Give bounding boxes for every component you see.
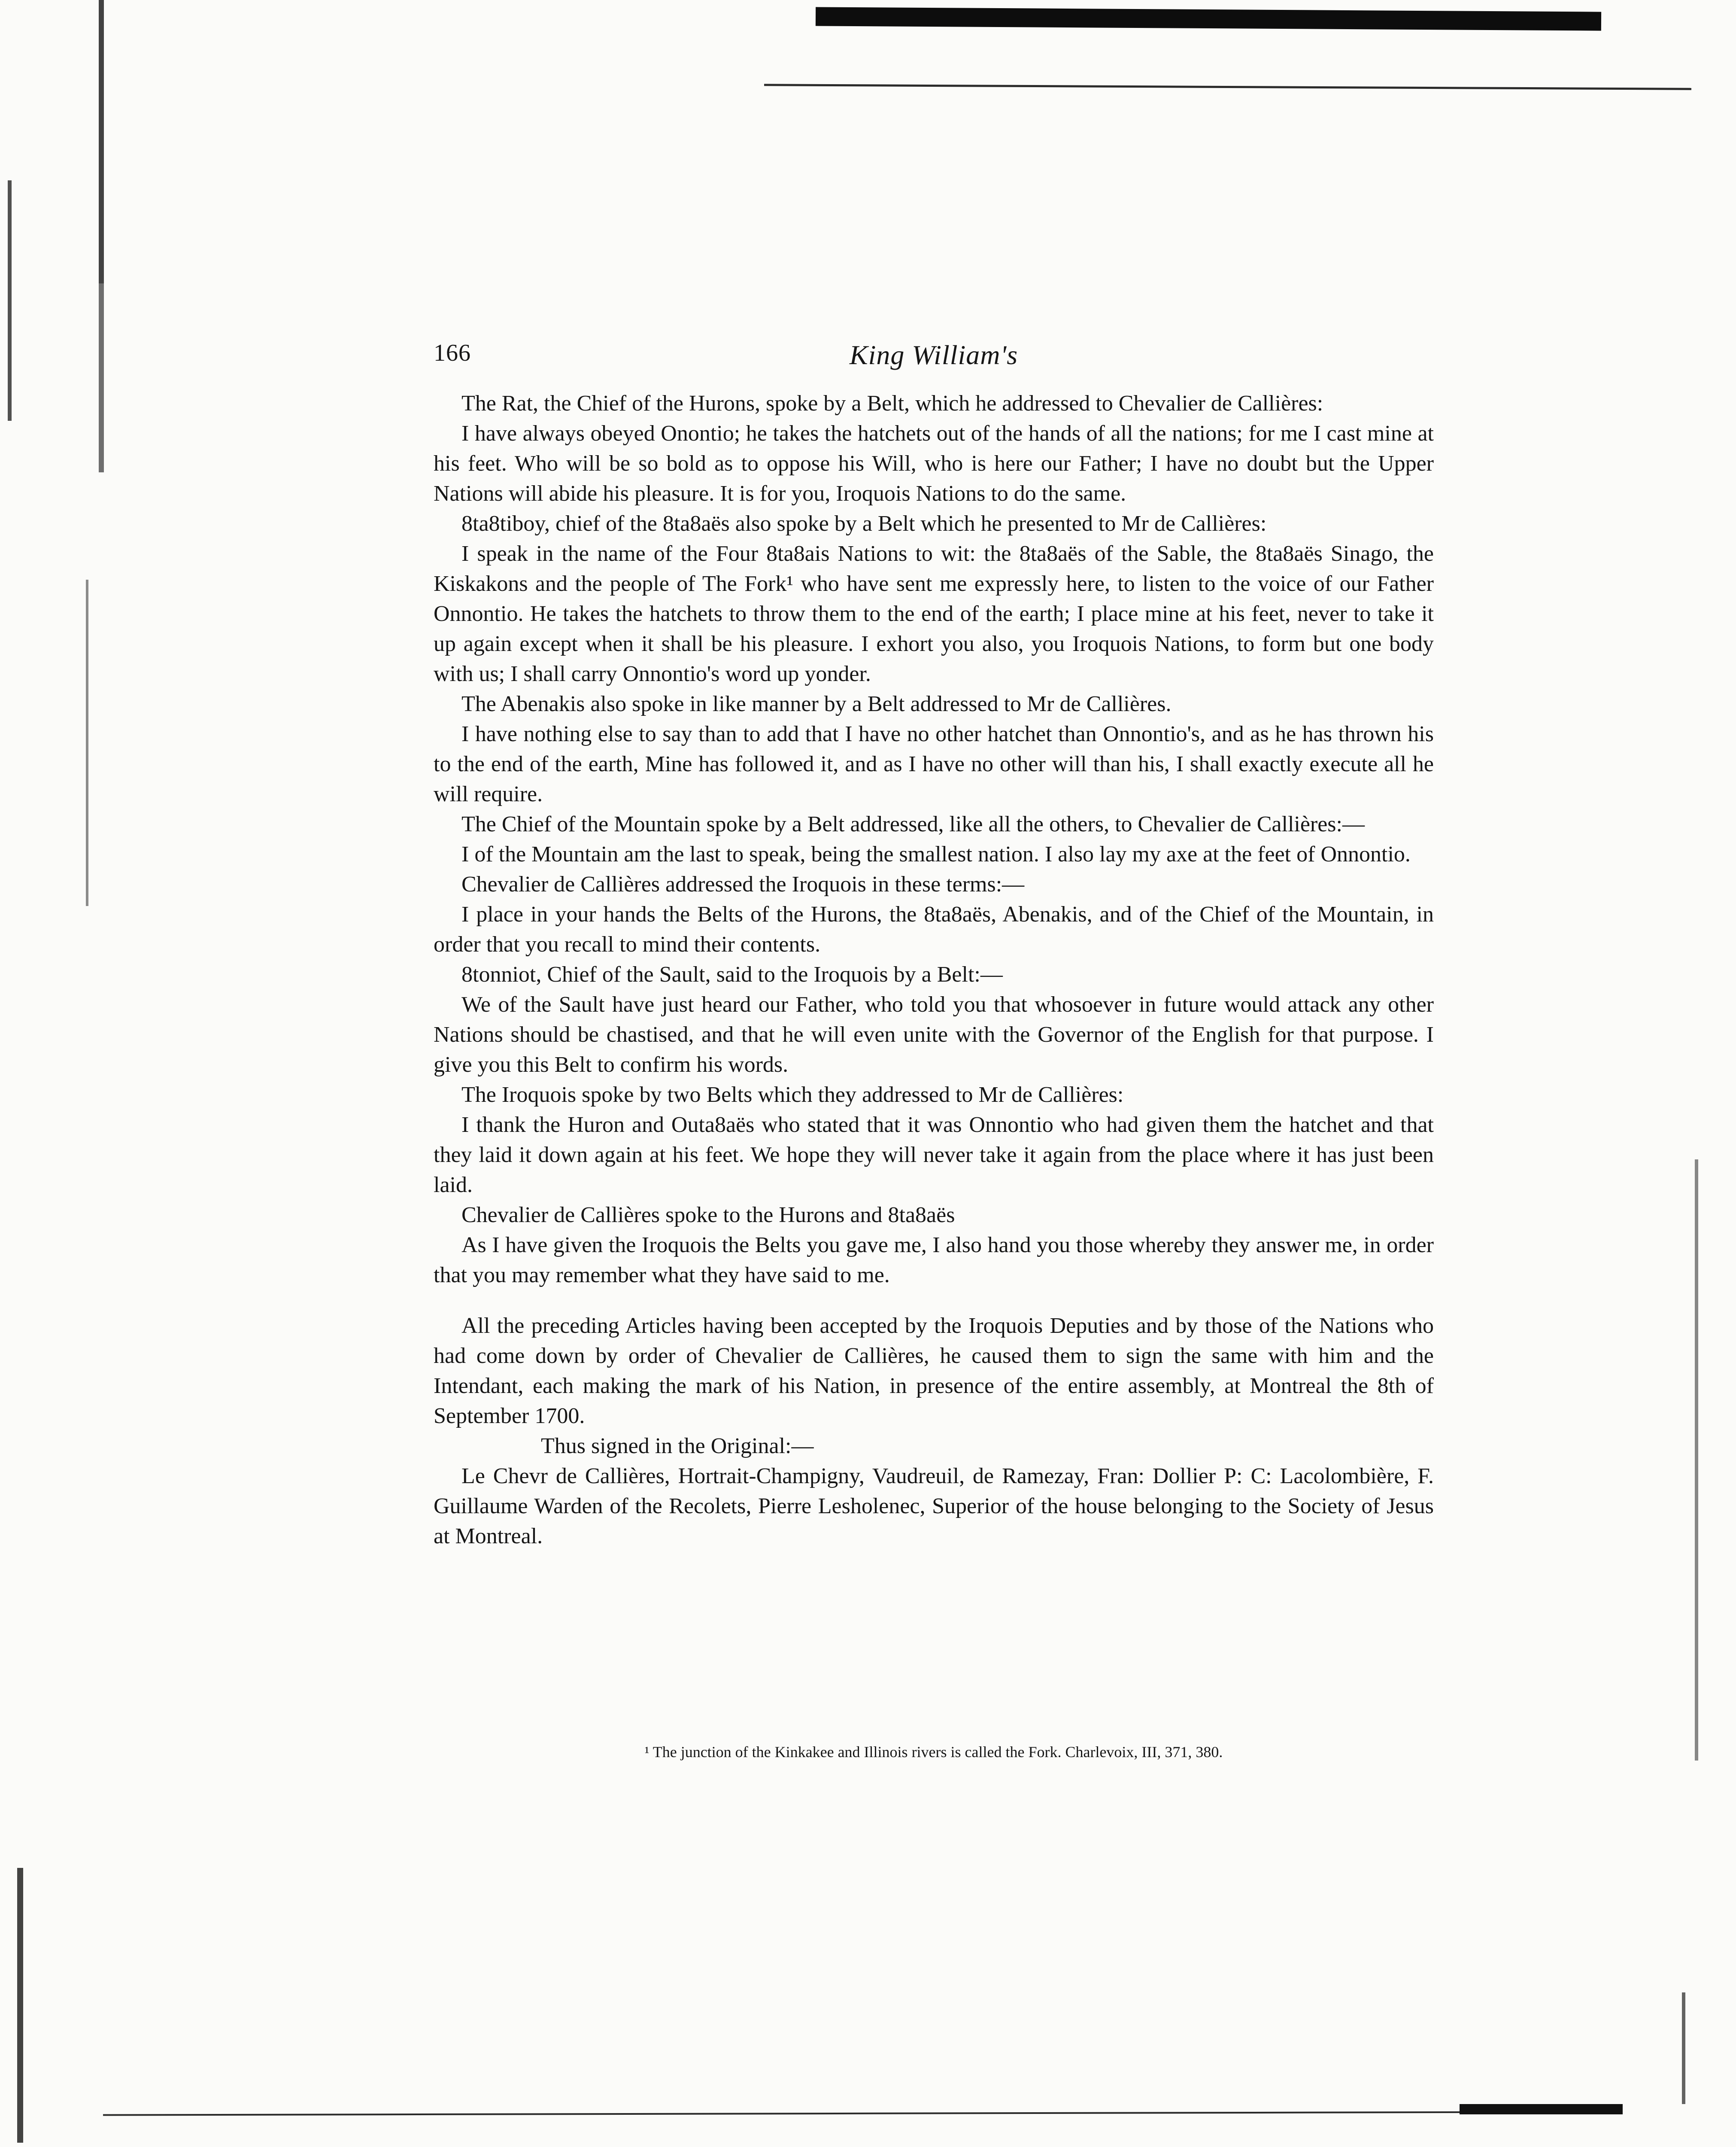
- scan-artifact-left-edge: [99, 0, 104, 472]
- paragraph: I place in your hands the Belts of the Hurons, the 8ta8aës, Abenakis, and of the Chief of the Mountain, in order that you recall to mind their contents.: [434, 902, 1434, 957]
- paragraph: I have always obeyed Onontio; he takes the hatchets out of the hands of all the nations; for me I cast mine at his feet. Who will be so bold as to oppose his Will, who is here our Father; I have no doubt but the Upper Nations will abide his pleasure. It is for you, Iroquois Nations to do the same.: [434, 421, 1434, 506]
- signatories: Le Chevr de Callières, Hortrait-Champigny, Vaudreuil, de Ramezay, Fran: Dollier P: C: Lacolombière, F. Guillaume Warden of the Recolets, Pierre Lesholenec, Superior of the house belonging to the Society of Jesus at Montreal.: [434, 1464, 1434, 1548]
- scan-artifact-left-edge: [8, 180, 12, 421]
- paragraph: All the preceding Articles having been accepted by the Iroquois Deputies and by those of the Nations who had come down by order of Chevalier de Callières, he caused them to sign the same with him and the Intendant, each making the mark of his Nation, in presence of the entire assembly, at Montreal the 8th of September 1700.: [434, 1314, 1434, 1428]
- running-head: King William's: [849, 340, 1018, 370]
- paragraph: I have nothing else to say than to add that I have no other hatchet than Onnontio's, and as he has thrown his to the end of the earth, Mine has followed it, and as I have no other will than his, I shall exactly execute all he will require.: [434, 722, 1434, 806]
- paragraph: Chevalier de Callières addressed the Iroquois in these terms:—: [461, 872, 1025, 897]
- scan-artifact-top-bar: [816, 7, 1601, 30]
- scan-artifact-line: [103, 2111, 1563, 2116]
- paragraph: We of the Sault have just heard our Father, who told you that whosoever in future would attack any other Nations should be chastised, and that he will even unite with the Governor of the English for that purpose. I give you this Belt to confirm his words.: [434, 992, 1434, 1077]
- page-header: [434, 339, 1434, 378]
- footnote: ¹ The junction of the Kinkakee and Illinois rivers is called the Fork. Charlevoix, III, 371, 380.: [644, 1743, 1223, 1761]
- paragraph: As I have given the Iroquois the Belts you gave me, I also hand you those whereby they answer me, in order that you may remember what they have said to me.: [434, 1233, 1434, 1287]
- signed-line: Thus signed in the Original:—: [541, 1434, 814, 1458]
- paragraph: I thank the Huron and Outa8aës who stated that it was Onnontio who had given them the hatchet and that they laid it down again at his feet. We hope they will never take it again from the place where it has just been laid.: [434, 1113, 1434, 1197]
- page-number: 166: [434, 340, 471, 366]
- scan-artifact-right-edge: [1682, 1992, 1685, 2104]
- scan-artifact-left-edge: [17, 1868, 23, 2143]
- paragraph: 8ta8tiboy, chief of the 8ta8aës also spoke by a Belt which he presented to Mr de Callières:: [461, 511, 1267, 536]
- paragraph: I of the Mountain am the last to speak, being the smallest nation. I also lay my axe at the feet of Onnontio.: [461, 842, 1411, 867]
- body-text: [434, 389, 1434, 1551]
- scan-artifact-bottom-bar: [1460, 2104, 1623, 2114]
- scan-artifact-line: [764, 84, 1691, 90]
- paragraph: The Chief of the Mountain spoke by a Belt addressed, like all the others, to Chevalier de Callières:—: [461, 812, 1365, 836]
- paragraph: The Abenakis also spoke in like manner by a Belt addressed to Mr de Callières.: [461, 692, 1171, 716]
- paragraph: 8tonniot, Chief of the Sault, said to the Iroquois by a Belt:—: [461, 962, 1003, 987]
- paragraph: Chevalier de Callières spoke to the Hurons and 8ta8aës: [461, 1203, 955, 1227]
- scan-artifact-left-edge: [86, 580, 88, 906]
- paragraph: The Iroquois spoke by two Belts which they addressed to Mr de Callières:: [461, 1083, 1124, 1107]
- scan-artifact-right-edge: [1695, 1159, 1698, 1761]
- paragraph: The Rat, the Chief of the Hurons, spoke by a Belt, which he addressed to Chevalier de Callières:: [461, 391, 1323, 416]
- paragraph: I speak in the name of the Four 8ta8ais Nations to wit: the 8ta8aës of the Sable, the 8ta8aës Sinago, the Kiskakons and the people of The Fork¹ who have sent me expressly here, to listen to the voice of our Father Onnontio. He takes the hatchets to throw them to the end of the earth; I place mine at his feet, never to take it up again except when it shall be his pleasure. I exhort you also, you Iroquois Nations, to form but one body with us; I shall carry Onnontio's word up yonder.: [434, 541, 1434, 686]
